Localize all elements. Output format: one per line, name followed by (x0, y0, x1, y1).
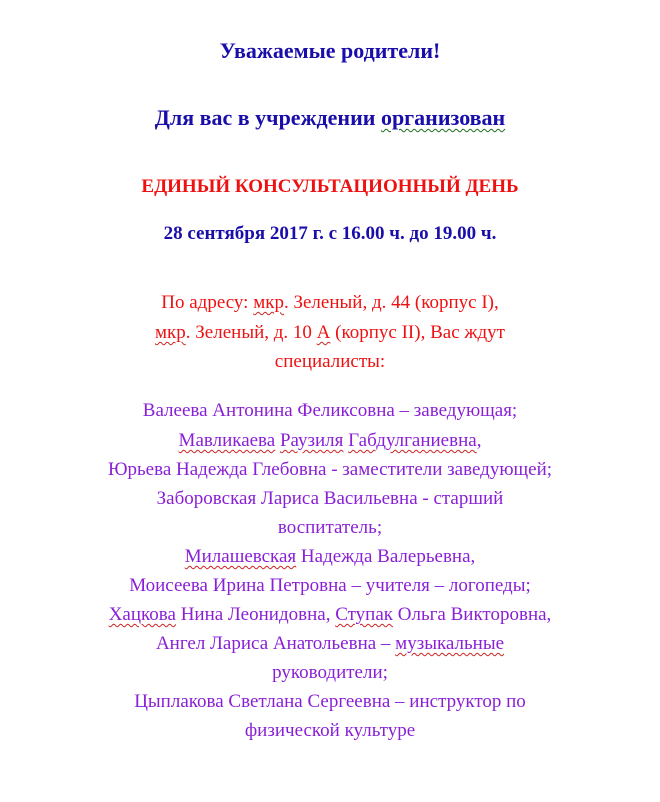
staff-surname-mavlikaeva: Мавликаева (178, 430, 276, 451)
address-letter-a: А (316, 322, 331, 343)
greeting-heading: Уважаемые родители! (219, 38, 441, 63)
staff-line-12: физической культуре (244, 720, 416, 741)
staff-line-5: воспитатель; (277, 517, 383, 538)
staff-line-6-rest: Надежда Валерьевна, (296, 546, 476, 567)
staff-patronymic-gabdulganievna: Габдулганиевна (348, 430, 477, 451)
staff-line-2 (0, 430, 660, 452)
address-prefix: По адресу: (161, 292, 254, 313)
event-title: ЕДИНЫЙ КОНСУЛЬТАЦИОННЫЙ ДЕНЬ (141, 176, 519, 197)
staff-line-11: Цыплакова Светлана Сергеевна – инструктор по (134, 691, 526, 712)
address-line-2 (0, 322, 660, 344)
intro-line (0, 105, 660, 130)
staff-line-10: руководители; (272, 662, 388, 683)
staff-line-4: Заборовская Лариса Васильевна - старший (156, 488, 504, 509)
address-text-2b: (корпус II), Вас ждут (330, 322, 505, 343)
address-line-1 (0, 292, 660, 314)
address-line-3: специалисты: (274, 351, 386, 372)
staff-line-1: Валеева Антонина Феликсовна – заведующая; (142, 400, 518, 421)
address-mkr-2: мкр (155, 322, 186, 343)
staff-name-rauzilya: Раузиля (279, 430, 344, 451)
address-mkr-1: мкр (253, 292, 284, 313)
staff-line-8-rest: Ольга Викторовна, (393, 604, 552, 625)
staff-surname-khatskova: Хацкова (108, 604, 176, 625)
staff-line-8 (0, 604, 660, 626)
staff-surname-stupak: Ступак (335, 604, 394, 625)
event-date: 28 сентября 2017 г. с 16.00 ч. до 19.00 ч. (163, 223, 497, 244)
staff-line-6 (0, 546, 660, 568)
address-text-1: . Зеленый, д. 44 (корпус I), (283, 292, 499, 313)
staff-line-9-text: Ангел Лариса Анатольевна – (155, 633, 396, 654)
staff-line-7: Моисеева Ирина Петровна – учителя – логопеды; (129, 575, 531, 596)
staff-surname-milashevskaya: Милашевская (184, 546, 297, 567)
staff-line-9 (0, 633, 660, 655)
intro-text: Для вас в учреждении (154, 105, 381, 130)
staff-line-2-comma: , (476, 430, 482, 451)
address-text-2: . Зеленый, д. 10 (185, 322, 317, 343)
staff-line-3: Юрьева Надежда Глебовна - заместители заведующей; (107, 459, 553, 480)
staff-line-8-name: Нина Леонидовна, (175, 604, 336, 625)
intro-underlined-word: организован (380, 105, 506, 130)
staff-word-muzykalnye: музыкальные (395, 633, 505, 654)
